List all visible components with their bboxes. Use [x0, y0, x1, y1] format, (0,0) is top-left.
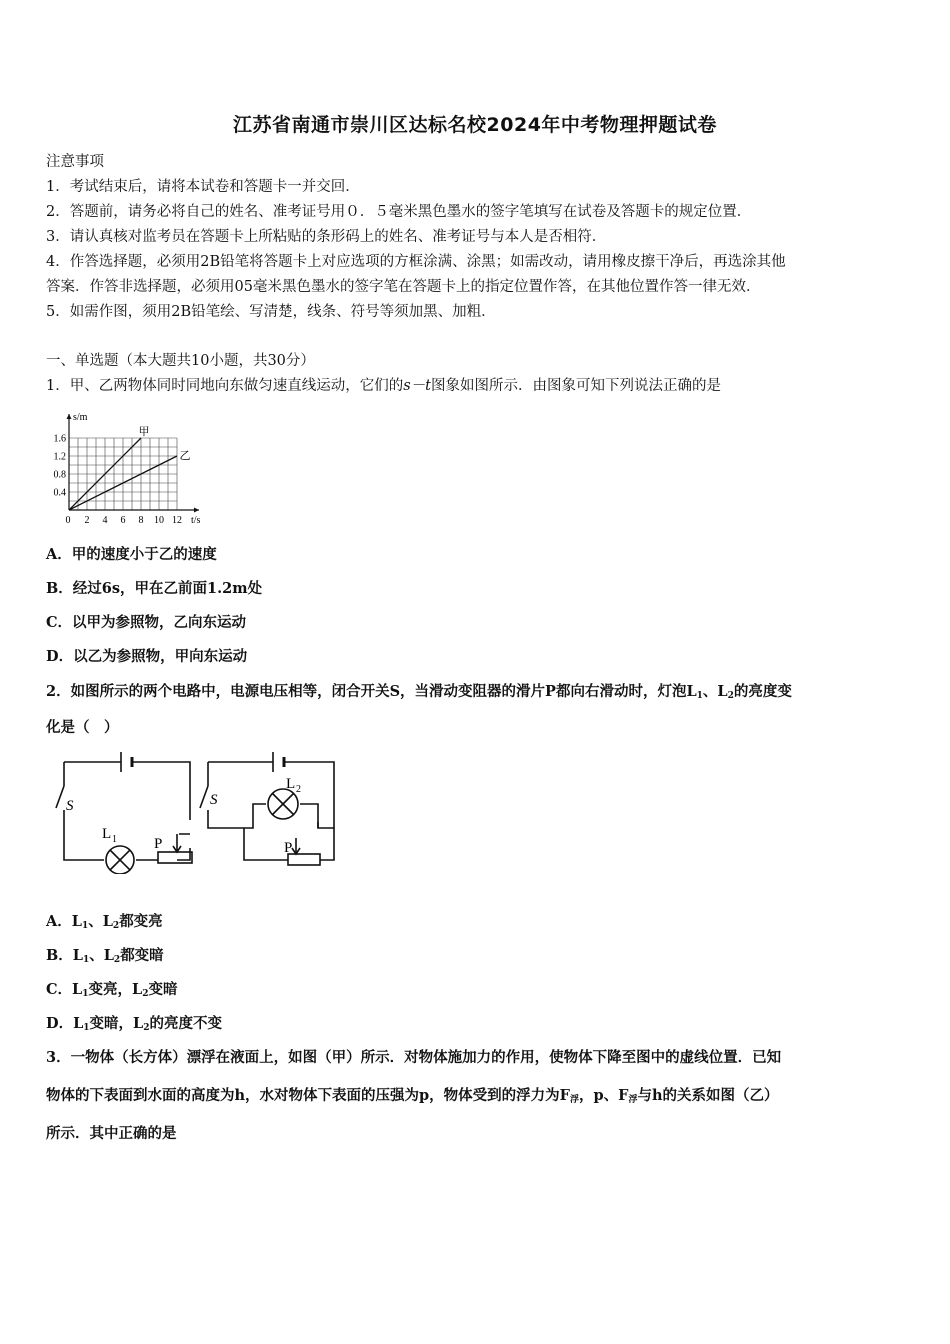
circuit-2-lower-wires: [244, 828, 320, 860]
notice-item-3: 3．请认真核对监考员在答题卡上所粘贴的条形码上的姓名、准考证号与本人是否相符．: [46, 229, 607, 245]
lamp-1-label: L: [102, 826, 112, 842]
rheostat-2-icon: [288, 854, 320, 865]
y-tick-label: 0.4: [53, 487, 66, 499]
q1-stem-var: s－t: [403, 378, 432, 394]
q2-stem-sub1: 1: [696, 691, 703, 701]
st-graph: [44, 408, 220, 532]
slider-1-label: P: [154, 836, 163, 852]
q1-option-c: C．以甲为参照物，乙向东运动: [46, 614, 247, 631]
switch-2-label: S: [210, 792, 218, 808]
q2-stem-line1: [46, 682, 792, 706]
circuit-2: [200, 752, 334, 865]
graph-grid: [69, 438, 177, 510]
x-tick-label: 8: [138, 515, 144, 526]
slider-2-label: P: [284, 840, 293, 856]
q2-stem-b: 的亮度变: [733, 683, 792, 700]
series-label-jia: 甲: [138, 426, 150, 438]
q1-stem-a: 1．甲、乙两物体同时同地向东做匀速直线运动，它们的: [46, 378, 404, 394]
y-axis-arrow: [67, 414, 72, 419]
q2-option-d: D．$L_1$变暗，$L_2$的亮度不变: [46, 1015, 223, 1033]
q1-option-d: D．以乙为参照物，甲向东运动: [46, 648, 248, 665]
q3-stem-line1: 3．一物体（长方体）漂浮在液面上，如图（甲）所示．对物体施加力的作用，使物体下降至图中的虚线位置．已知: [46, 1049, 782, 1066]
lamp-1-sub: 1: [112, 834, 117, 845]
notice-item-5: 5．如需作图，须用2B铅笔绘、写清楚，线条、符号等须加黑、加粗．: [46, 304, 496, 320]
x-axis-arrow: [194, 508, 199, 513]
x-tick-label: 2: [84, 515, 90, 526]
x-tick-label: 6: [120, 515, 126, 526]
circuit-2-switch-icon: [200, 786, 208, 808]
q1-stem-b: 图象如图所示．由图象可知下列说法正确的是: [431, 378, 722, 394]
circuit-1-switch-icon: [56, 786, 64, 808]
notice-heading: 注意事项: [46, 154, 104, 170]
circuit-1-left-wires: [64, 762, 158, 860]
switch-1-label: S: [66, 798, 74, 814]
circuit-1: [56, 752, 192, 874]
q1-stem: [46, 376, 721, 396]
section-heading: 一、单选题（本大题共10小题，共30分）: [46, 353, 315, 369]
lamp-2-label: L: [286, 776, 296, 792]
notice-item-4: 4．作答选择题，必须用2B铅笔将答题卡上对应选项的方框涂满、涂黑；如需改动，请用橡皮擦干净后，再选涂其他: [46, 254, 786, 270]
y-tick-label: 1.2: [53, 451, 66, 463]
x-tick-label: 0: [65, 515, 71, 526]
x-tick-label: 12: [172, 515, 182, 526]
graph-labels: [54, 412, 201, 526]
y-tick-label: 0.8: [53, 469, 66, 481]
q2-stem-a: 2．如图所示的两个电路中，电源电压相等，闭合开关S，当滑动变阻器的滑片P都向右滑动时，灯泡L: [46, 683, 697, 700]
q2-stem-sub2: 2: [727, 691, 734, 701]
notice-item-1: 1．考试结束后，请将本试卷和答题卡一并交回．: [46, 179, 360, 195]
graph-axes: [67, 414, 200, 513]
x-tick-label: 4: [102, 515, 108, 526]
q2-stem-mid: 、L: [702, 683, 728, 700]
x-tick-label: 10: [154, 515, 164, 526]
q1-option-a: A．甲的速度小于乙的速度: [46, 546, 217, 563]
lamp-2-sub: 2: [296, 784, 301, 795]
y-tick-label: 1.6: [53, 433, 66, 445]
circuit-1-wires: [64, 762, 190, 860]
q2-stem-line2: 化是（ ）: [46, 719, 119, 736]
q1-option-b: B．经过6s，甲在乙前面1.2m处: [46, 580, 263, 597]
notice-item-4-cont: 答案．作答非选择题，必须用05毫米黑色墨水的签字笔在答题卡上的指定位置作答，在其他位置作答一律无效．: [46, 279, 761, 295]
y-axis-label: s/m: [73, 412, 88, 423]
circuit-diagrams: [44, 748, 344, 874]
q3-stem-line2: 物体的下表面到水面的高度为h，水对物体下表面的压强为p，物体受到的浮力为$F_浮$，p、$F_浮$与h的关系如图（乙）: [46, 1087, 779, 1105]
x-axis-label: t/s: [191, 515, 201, 526]
series-label-yi: 乙: [179, 450, 191, 462]
rheostat-1-icon: [158, 852, 192, 863]
notice-item-2: 2．答题前，请务必将自己的姓名、准考证号用０．５毫米黑色墨水的签字笔填写在试卷及答题卡的规定位置．: [46, 204, 752, 220]
page-title: 江苏省南通市崇川区达标名校2024年中考物理押题试卷: [233, 114, 717, 136]
circuit-2-lamp-branch: [244, 804, 318, 828]
q2-option-c: C．$L_1$变亮，$L_2$变暗: [46, 981, 178, 999]
q2-option-b: B．$L_1$、$L_2$都变暗: [46, 947, 164, 965]
circuit-2-right-wire: [320, 828, 334, 860]
q2-option-a: A．$L_1$、$L_2$都变亮: [46, 913, 163, 931]
q3-stem-line3: 所示．其中正确的是: [46, 1125, 177, 1142]
